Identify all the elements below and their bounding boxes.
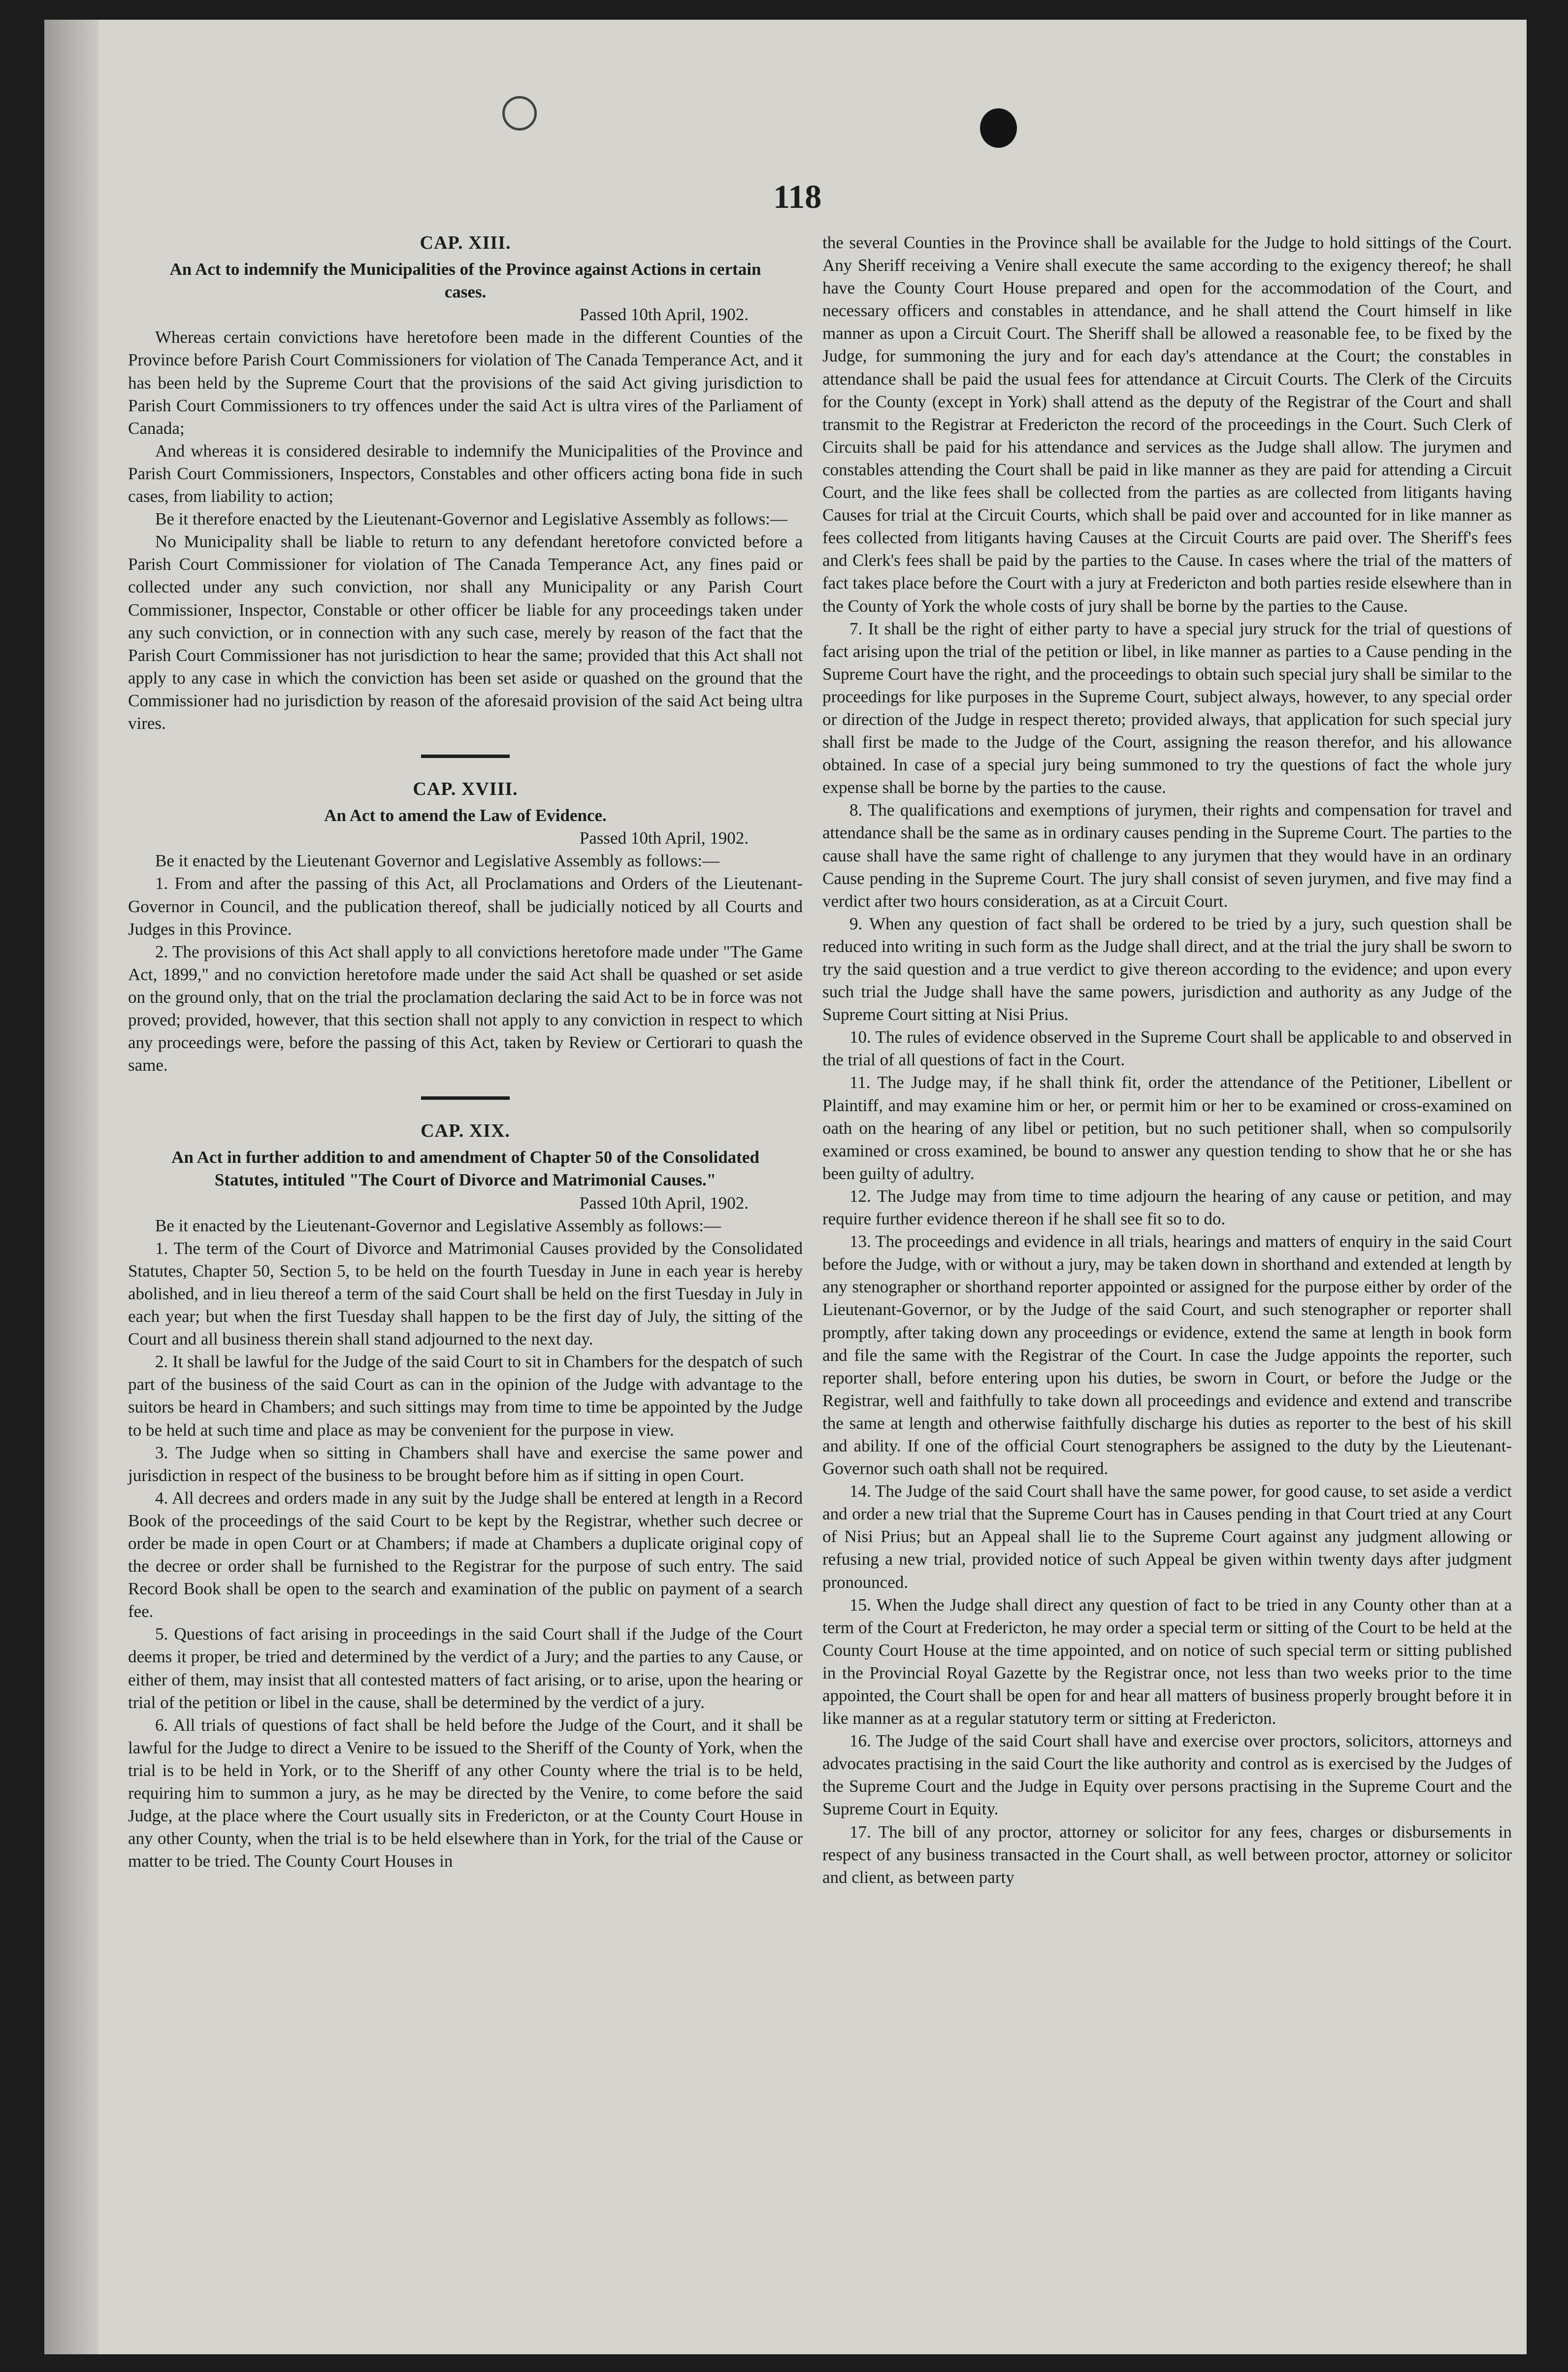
page-number: 118 <box>773 178 822 215</box>
cap13-heading: CAP. XIII. <box>420 232 511 253</box>
right-para-4: 9. When any question of fact shall be ordered to be tried by a jury, such question shall be reduced into writing in such form as the Judge shall direct, and at the trial the jury shall be sworn to try the said question and a true verdict to give thereon according to the evidence; and upon every such trial the Judge shall have the same powers, jurisdiction and authority as any Judge of the Supreme Court sitting at Nisi Prius. <box>822 914 1512 1024</box>
right-para-11: 16. The Judge of the said Court shall have and exercise over proctors, solicitors, attorneys and advocates practising in the said Court the like authority and control as is exercised by the Judges of the Supreme Court and the Judge in Equity over persons practising in the Supreme Court and the Supreme Court in Equity. <box>822 1731 1512 1819</box>
right-para-7: 12. The Judge may from time to time adjourn the hearing of any cause or petition, and may require further evidence thereon if he shall see fit so to do. <box>822 1186 1512 1229</box>
right-para-12: 17. The bill of any proctor, attorney or solicitor for any fees, charges or disbursements in respect of any business transacted in the Court shall, as well between proctor, attorney or solicitor and client, as between party <box>822 1822 1512 1887</box>
page-binding-edge <box>44 20 98 2354</box>
cap13-para-3: Be it therefore enacted by the Lieutenant-Governor and Legislative Assembly as follows:— <box>155 509 787 529</box>
cap18-para-2: 1. From and after the passing of this Act, all Proclamations and Orders of the Lieutenant-Governor in Council, and the publication thereof, shall be judicially noticed by all Courts and Judges in this Province. <box>128 874 803 939</box>
cap13-para-1: Whereas certain convictions have heretofore been made in the different Counties of the Province before Parish Court Commissioners for violation of The Canada Temperance Act, and it has been held by the Supreme Court that the provisions of the said Act giving jurisdiction to Parish Court Commissioners to try offences under the said Act is ultra vires of the Parliament of Canada; <box>128 328 803 438</box>
cap13-passed: Passed 10th April, 1902. <box>579 305 749 325</box>
right-para-5: 10. The rules of evidence observed in the Supreme Court shall be applicable to and observed in the trial of all questions of fact in the Court. <box>822 1027 1512 1070</box>
cap19-para-4: 3. The Judge when so sitting in Chambers shall have and exercise the same power and jurisdiction in respect of the business to be brought before him as if sitting in open Court. <box>128 1443 803 1485</box>
punch-hole-right <box>980 108 1017 148</box>
right-column <box>822 231 1512 1889</box>
right-para-2: 7. It shall be the right of either party to have a special jury struck for the trial of questions of fact arising upon the trial of the petition or libel, in like manner as parties to a Cause pending in the Supreme Court have the right, and the proceedings to obtain such special jury shall be similar to the proceedings for like purposes in the Supreme Court, subject always, however, to any special order or direction of the Judge in respect thereto; provided always, that application for such special jury shall first be made to the Judge of the Court, assigning the reason therefor, and his allowance obtained. In case of a special jury being summoned to try the questions of fact the whole jury expense shall be borne by the parties to the cause. <box>822 619 1512 797</box>
section-divider <box>421 1096 510 1100</box>
punch-hole-left <box>502 96 537 131</box>
cap19-para-5: 4. All decrees and orders made in any suit by the Judge shall be entered at length in a Record Book of the proceedings of the said Court to be kept by the Registrar, whether such decree or order be made in open Court or at Chambers; if made at Chambers a duplicate original copy of the decree or order shall be furnished to the Registrar for the purpose of such entry. The said Record Book shall be open to the search and examination of the public on payment of a search fee. <box>128 1488 803 1621</box>
cap19-heading: CAP. XIX. <box>421 1120 510 1142</box>
cap19-para-6: 5. Questions of fact arising in proceedings in the said Court shall if the Judge of the Court deems it proper, be tried and determined by the verdict of a Jury; and the parties to any Cause, or either of them, may insist that all contested matters of fact arising, or to arise, upon the hearing or trial of the petition or libel in the cause, shall be determined by the verdict of a jury. <box>128 1624 803 1712</box>
cap18-heading: CAP. XVIII. <box>413 779 518 800</box>
right-para-9: 14. The Judge of the said Court shall have the same power, for good cause, to set aside a verdict and order a new trial that the Supreme Court has in Causes pending in that Court tried at any Court of Nisi Prius; but an Appeal shall lie to the Supreme Court against any judgment allowing or refusing a new trial, provided notice of such Appeal be given within twenty days after judgment pronounced. <box>822 1482 1512 1592</box>
right-para-6: 11. The Judge may, if he shall think fit, order the attendance of the Petitioner, Libellent or Plaintiff, and may examine him or her, or permit him or her to be examined or cross-examined on oath on the hearing of any libel or petition, but no such petitioner shall, when so compulsorily examined or cross examined, be bound to answer any question tending to show that he or she has been guilty of adultry. <box>822 1073 1512 1183</box>
right-para-10: 15. When the Judge shall direct any question of fact to be tried in any County other than at a term of the Court at Fredericton, he may order a special term or sitting of the Court to be held at the County Court House at the time appointed, and on notice of such special term or sitting published in the Provincial Royal Gazette by the Registrar once, not less than two weeks prior to the time appointed, the Court shall be open for and hear all matters of business properly brought before it in like manner as at a regular statutory term or sitting at Fredericton. <box>822 1595 1512 1728</box>
cap19-para-7: 6. All trials of questions of fact shall be held before the Judge of the Court, and it shall be lawful for the Judge to direct a Venire to be issued to the Sheriff of the County of York, when the trial is to be held in York, or to the Sheriff of any other County where the trial is to be held, requiring him to summon a jury, as he may be directed by the Venire, to come before the said Judge, at the place where the Court usually sits in Fredericton, or at the County Court House in any other County, when the trial is to be held elsewhere than in York, for the trial of the Cause or matter to be tried. The County Court Houses in <box>128 1715 803 1871</box>
cap19-para-2: 1. The term of the Court of Divorce and Matrimonial Causes provided by the Consolidated Statutes, Chapter 50, Section 5, to be held on the fourth Tuesday in June in each year is hereby abolished, and in lieu thereof a term of the said Court shall be held on the first Tuesday in July in each year; but when the first Tuesday shall happen to be the first day of July, the sitting of the Court and all business therein shall stand adjourned to the next day. <box>128 1238 803 1349</box>
document-page <box>44 20 1527 2354</box>
cap18-para-1: Be it enacted by the Lieutenant Governor and Legislative Assembly as follows:— <box>155 851 719 871</box>
cap13-para-4: No Municipality shall be liable to return to any defendant heretofore convicted before a Parish Court Commissioner for violation of The Canada Temperance Act, any fines paid or collected under any such conviction, nor shall any Municipality or any Parish Court Commissioner, Inspector, Constable or other officer be liable for any proceedings taken under any such conviction, or in connection with any such case, merely by reason of the fact that the Parish Court Commissioner has not jurisdiction to hear the same; provided that this Act shall not apply to any case in which the conviction has been set aside or quashed on the ground that the Commissioner had no jurisdiction by reason of the aforesaid provision of the said Act being ultra vires. <box>128 532 803 733</box>
section-divider <box>421 755 510 758</box>
cap18-para-3: 2. The provisions of this Act shall apply to all convictions heretofore made under "The Game Act, 1899," and no conviction heretofore made under the said Act shall be quashed or set aside on the ground only, that on the trial the proclamation declaring the said Act to be in force was not proved; provided, however, that this section shall not apply to any conviction in respect to which any proceedings were, before the passing of this Act, taken by Review or Certiorari to quash the same. <box>128 942 803 1075</box>
right-para-1: the several Counties in the Province shall be available for the Judge to hold sittings of the Court. Any Sheriff receiving a Venire shall execute the same according to the exigency thereof; he shall have the County Court House prepared and open for the accommodation of the Court, and necessary officers and constables in attendance, and he shall attend the Court himself in like manner as upon a Circuit Court. The Sheriff shall be allowed a reasonable fee, to be fixed by the Judge, for summoning the jury and for each day's attendance at the Court; the constables in attendance shall be paid the usual fees for attendance at Circuit Courts. The Clerk of the Circuits for the County (except in York) shall attend as the deputy of the Registrar of the Court and shall transmit to the Registrar at Fredericton the record of the proceedings in the Court. Such Clerk of Circuits shall be paid for his attendance and services as the Judge shall allow. The jurymen and constables attending the Court shall be paid in like manner as they are paid for attending a Circuit Court, and the like fees shall be collected from the parties as are collected from litigants having Causes for trial at the Circuit Courts, which shall be paid over and accounted for in like manner as fees collected from litigants having Causes at the Circuit Courts are paid over. The Sheriff's fees and Clerk's fees shall be paid by the parties to the Cause. In cases where the trial of the matters of fact takes place before the Court with a jury at Fredericton and both parties reside elsewhere than in the County of York the whole costs of jury shall be borne by the parties to the Cause. <box>822 233 1512 616</box>
cap13-para-2: And whereas it is considered desirable to indemnify the Municipalities of the Province and Parish Court Commissioners, Inspectors, Constables and other officers acting bona fide in such cases, from liability to action; <box>128 441 803 506</box>
cap19-passed: Passed 10th April, 1902. <box>579 1193 749 1213</box>
left-column <box>128 231 803 1873</box>
cap19-title: An Act in further addition to and amendment of Chapter 50 of the Consolidated Statutes, intituled "The Court of Divorce and Matrimonial Causes." <box>171 1148 759 1190</box>
cap18-passed: Passed 10th April, 1902. <box>579 828 749 848</box>
cap13-title: An Act to indemnify the Municipalities of the Province against Actions in certain cases. <box>169 260 761 302</box>
cap19-para-1: Be it enacted by the Lieutenant-Governor and Legislative Assembly as follows:— <box>155 1216 721 1235</box>
cap19-para-3: 2. It shall be lawful for the Judge of the said Court to sit in Chambers for the despatch of such part of the business of the said Court as can in the opinion of the Judge with advantage to the suitors be heard in Chambers; and such sittings may from time to time be appointed by the Judge to be held at such time and place as may be convenient for the purpose in view. <box>128 1352 803 1440</box>
right-para-3: 8. The qualifications and exemptions of jurymen, their rights and compensation for travel and attendance shall be the same as in ordinary causes pending in the Supreme Court. The parties to the cause shall have the same right of challenge to any jurymen that they would have in an ordinary Cause pending in the Supreme Court. The jury shall consist of seven jurymen, and five may find a verdict after two hours consideration, as at a Circuit Court. <box>822 800 1512 911</box>
cap18-title: An Act to amend the Law of Evidence. <box>324 806 607 825</box>
right-para-8: 13. The proceedings and evidence in all trials, hearings and matters of enquiry in the said Court before the Judge, with or without a jury, may be taken down in shorthand and extended at length by any stenographer or shorthand reporter appointed or assigned for the purpose either by order of the Lieutenant-Governor, or by the Judge of the said Court, and such stenographer or reporter shall promptly, after taking down any proceedings or evidence, extend the same at length in book form and file the same with the Registrar of the Court. In case the Judge appoints the reporter, such reporter shall, before entering upon his duties, be sworn in Court, or before the Judge or the Registrar, well and faithfully to take down all proceedings and evidence and extend and transcribe the same at length and otherwise faithfully discharge his duties as reporter to the best of his skill and ability. If one of the official Court stenographers be assigned to the duty by the Lieutenant-Governor such oath shall not be required. <box>822 1232 1512 1479</box>
